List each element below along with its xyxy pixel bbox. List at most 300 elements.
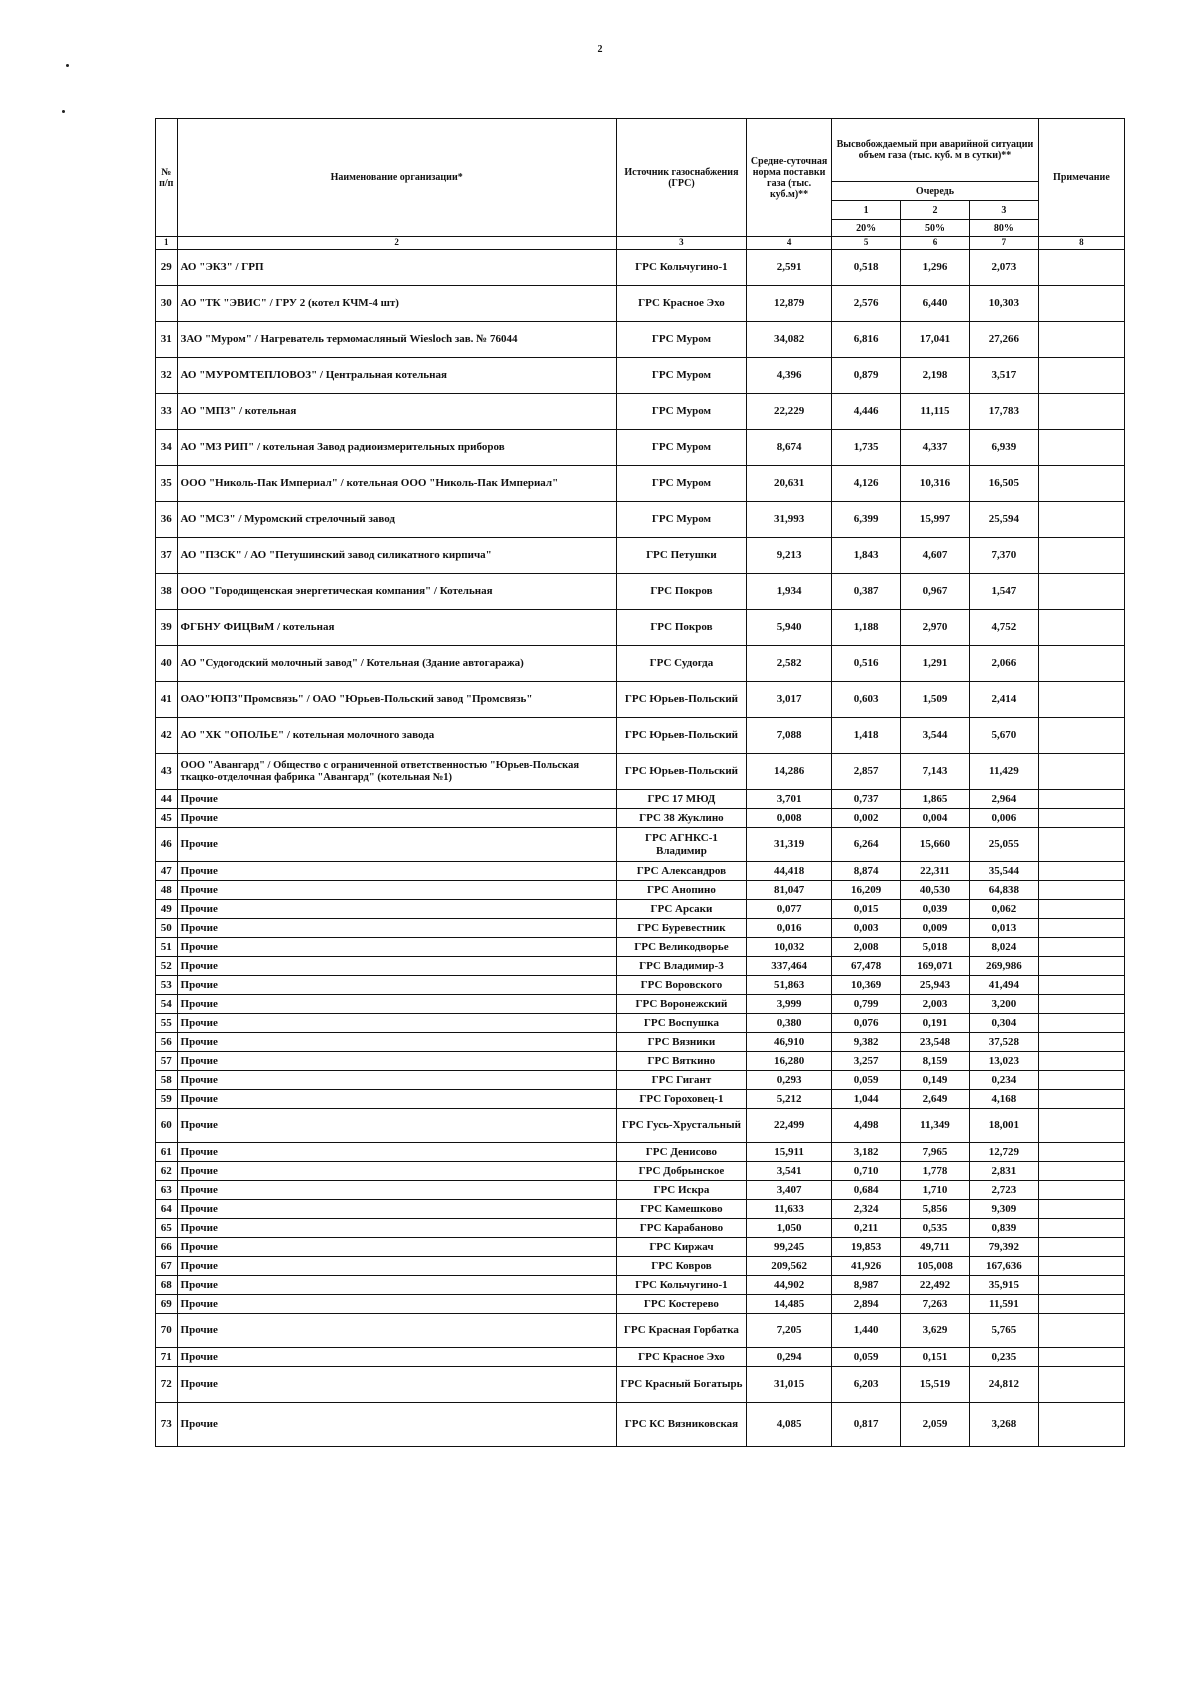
table-row [156, 881, 1125, 900]
gas-source: ГРС Денисово [616, 1143, 746, 1162]
note-cell [1038, 809, 1124, 828]
table-row [156, 1295, 1125, 1314]
gas-source: ГРС Покров [616, 610, 746, 646]
header-source: Источник газоснабжения (ГРС) [616, 119, 746, 237]
queue-1-volume: 0,076 [832, 1014, 901, 1033]
daily-norm: 31,319 [747, 828, 832, 862]
note-cell [1038, 919, 1124, 938]
gas-source: ГРС Кольчугино-1 [616, 250, 746, 286]
queue-3-volume: 0,062 [969, 900, 1038, 919]
note-cell [1038, 900, 1124, 919]
daily-norm: 10,032 [747, 938, 832, 957]
row-number: 38 [156, 574, 178, 610]
gas-source: ГРС Гороховец-1 [616, 1090, 746, 1109]
queue-2-volume: 0,967 [901, 574, 970, 610]
queue-1-volume: 0,879 [832, 358, 901, 394]
organization-name: ООО "Авангард" / Общество с ограниченной ответственностью "Юрьев-Польская ткацко-отделочная фабрика "Авангард" (котельная №1) [177, 754, 616, 790]
organization-name: Прочие [177, 790, 616, 809]
organization-name: Прочие [177, 1109, 616, 1143]
note-cell [1038, 1348, 1124, 1367]
queue-2-volume: 2,970 [901, 610, 970, 646]
table-row [156, 1090, 1125, 1109]
queue-1-volume: 2,857 [832, 754, 901, 790]
queue-1-volume: 16,209 [832, 881, 901, 900]
organization-name: АО "ХК "ОПОЛЬЕ" / котельная молочного завода [177, 718, 616, 754]
row-number: 53 [156, 976, 178, 995]
gas-source: ГРС Юрьев-Польский [616, 718, 746, 754]
daily-norm: 11,633 [747, 1200, 832, 1219]
colnum: 8 [1038, 237, 1124, 250]
gas-source: ГРС Воровского [616, 976, 746, 995]
queue-2-volume: 3,629 [901, 1314, 970, 1348]
row-number: 68 [156, 1276, 178, 1295]
header-pct-3: 80% [969, 220, 1038, 237]
row-number: 45 [156, 809, 178, 828]
queue-3-volume: 2,066 [969, 646, 1038, 682]
queue-3-volume: 3,517 [969, 358, 1038, 394]
header-norm: Средне-суточная норма поставки газа (тыс. куб.м)** [747, 119, 832, 237]
gas-source: ГРС Красная Горбатка [616, 1314, 746, 1348]
table-row [156, 610, 1125, 646]
queue-3-volume: 3,268 [969, 1403, 1038, 1447]
organization-name: Прочие [177, 976, 616, 995]
row-number: 72 [156, 1367, 178, 1403]
queue-3-volume: 37,528 [969, 1033, 1038, 1052]
gas-source: ГРС Ковров [616, 1257, 746, 1276]
gas-source: ГРС Муром [616, 358, 746, 394]
note-cell [1038, 1090, 1124, 1109]
organization-name: Прочие [177, 1181, 616, 1200]
table-row [156, 1403, 1125, 1447]
note-cell [1038, 466, 1124, 502]
table-row [156, 976, 1125, 995]
organization-name: ОАО"ЮПЗ"Промсвязь" / ОАО "Юрьев-Польский завод "Промсвязь" [177, 682, 616, 718]
gas-source: ГРС Добрынское [616, 1162, 746, 1181]
queue-2-volume: 0,149 [901, 1071, 970, 1090]
scan-speck [62, 110, 65, 113]
organization-name: АО "Судогодский молочный завод" / Котельная (Здание автогаража) [177, 646, 616, 682]
table-row [156, 1200, 1125, 1219]
row-number: 29 [156, 250, 178, 286]
note-cell [1038, 1109, 1124, 1143]
row-number: 66 [156, 1238, 178, 1257]
queue-1-volume: 2,576 [832, 286, 901, 322]
queue-2-volume: 1,710 [901, 1181, 970, 1200]
note-cell [1038, 1238, 1124, 1257]
queue-2-volume: 0,004 [901, 809, 970, 828]
row-number: 31 [156, 322, 178, 358]
organization-name: Прочие [177, 809, 616, 828]
queue-2-volume: 15,997 [901, 502, 970, 538]
daily-norm: 1,050 [747, 1219, 832, 1238]
organization-name: Прочие [177, 1162, 616, 1181]
organization-name: Прочие [177, 1403, 616, 1447]
queue-3-volume: 10,303 [969, 286, 1038, 322]
table-row [156, 394, 1125, 430]
queue-2-volume: 5,018 [901, 938, 970, 957]
row-number: 60 [156, 1109, 178, 1143]
queue-3-volume: 35,915 [969, 1276, 1038, 1295]
daily-norm: 3,541 [747, 1162, 832, 1181]
note-cell [1038, 646, 1124, 682]
table-row [156, 430, 1125, 466]
header-organization: Наименование организации* [177, 119, 616, 237]
header-pct-2: 50% [901, 220, 970, 237]
gas-source: ГРС Покров [616, 574, 746, 610]
table-row [156, 862, 1125, 881]
row-number: 52 [156, 957, 178, 976]
daily-norm: 20,631 [747, 466, 832, 502]
row-number: 62 [156, 1162, 178, 1181]
queue-2-volume: 2,198 [901, 358, 970, 394]
queue-3-volume: 24,812 [969, 1367, 1038, 1403]
queue-1-volume: 0,737 [832, 790, 901, 809]
queue-1-volume: 41,926 [832, 1257, 901, 1276]
note-cell [1038, 250, 1124, 286]
table-row [156, 790, 1125, 809]
queue-2-volume: 11,115 [901, 394, 970, 430]
queue-3-volume: 9,309 [969, 1200, 1038, 1219]
queue-1-volume: 1,735 [832, 430, 901, 466]
queue-1-volume: 0,817 [832, 1403, 901, 1447]
organization-name: Прочие [177, 1143, 616, 1162]
table-row [156, 1071, 1125, 1090]
header-volume: Высвобождаемый при аварийной ситуации объем газа (тыс. куб. м в сутки)** [832, 119, 1039, 182]
row-number: 58 [156, 1071, 178, 1090]
note-cell [1038, 286, 1124, 322]
queue-1-volume: 4,498 [832, 1109, 901, 1143]
queue-1-volume: 2,324 [832, 1200, 901, 1219]
queue-1-volume: 1,440 [832, 1314, 901, 1348]
queue-3-volume: 1,547 [969, 574, 1038, 610]
daily-norm: 51,863 [747, 976, 832, 995]
daily-norm: 12,879 [747, 286, 832, 322]
organization-name: Прочие [177, 1014, 616, 1033]
gas-source: ГРС Петушки [616, 538, 746, 574]
organization-name: ООО "Городищенская энергетическая компания" / Котельная [177, 574, 616, 610]
queue-2-volume: 6,440 [901, 286, 970, 322]
row-number: 67 [156, 1257, 178, 1276]
gas-source: ГРС Камешково [616, 1200, 746, 1219]
row-number: 37 [156, 538, 178, 574]
row-number: 42 [156, 718, 178, 754]
queue-3-volume: 269,986 [969, 957, 1038, 976]
row-number: 51 [156, 938, 178, 957]
table-row [156, 718, 1125, 754]
queue-3-volume: 35,544 [969, 862, 1038, 881]
row-number: 43 [156, 754, 178, 790]
queue-3-volume: 27,266 [969, 322, 1038, 358]
table-row [156, 754, 1125, 790]
organization-name: Прочие [177, 1295, 616, 1314]
queue-2-volume: 4,337 [901, 430, 970, 466]
queue-1-volume: 9,382 [832, 1033, 901, 1052]
daily-norm: 9,213 [747, 538, 832, 574]
queue-2-volume: 4,607 [901, 538, 970, 574]
daily-norm: 7,205 [747, 1314, 832, 1348]
queue-3-volume: 2,831 [969, 1162, 1038, 1181]
organization-name: АО "МЗ РИП" / котельная Завод радиоизмерительных приборов [177, 430, 616, 466]
queue-3-volume: 18,001 [969, 1109, 1038, 1143]
daily-norm: 22,499 [747, 1109, 832, 1143]
row-number: 65 [156, 1219, 178, 1238]
queue-3-volume: 2,964 [969, 790, 1038, 809]
queue-1-volume: 6,399 [832, 502, 901, 538]
organization-name: Прочие [177, 1219, 616, 1238]
queue-2-volume: 15,519 [901, 1367, 970, 1403]
note-cell [1038, 322, 1124, 358]
note-cell [1038, 938, 1124, 957]
table-row [156, 286, 1125, 322]
queue-1-volume: 0,211 [832, 1219, 901, 1238]
header-queue-1: 1 [832, 201, 901, 220]
gas-source: ГРС 38 Жуклино [616, 809, 746, 828]
gas-source: ГРС Муром [616, 502, 746, 538]
queue-3-volume: 2,414 [969, 682, 1038, 718]
queue-2-volume: 2,059 [901, 1403, 970, 1447]
header-pct-1: 20% [832, 220, 901, 237]
colnum: 1 [156, 237, 178, 250]
daily-norm: 2,582 [747, 646, 832, 682]
daily-norm: 2,591 [747, 250, 832, 286]
daily-norm: 14,485 [747, 1295, 832, 1314]
note-cell [1038, 358, 1124, 394]
note-cell [1038, 1276, 1124, 1295]
header-num: № п/п [156, 119, 178, 237]
daily-norm: 22,229 [747, 394, 832, 430]
daily-norm: 4,085 [747, 1403, 832, 1447]
organization-name: Прочие [177, 1090, 616, 1109]
note-cell [1038, 394, 1124, 430]
row-number: 36 [156, 502, 178, 538]
note-cell [1038, 1162, 1124, 1181]
daily-norm: 3,017 [747, 682, 832, 718]
queue-3-volume: 0,234 [969, 1071, 1038, 1090]
queue-1-volume: 1,418 [832, 718, 901, 754]
gas-source: ГРС Буревестник [616, 919, 746, 938]
daily-norm: 14,286 [747, 754, 832, 790]
gas-source: ГРС Муром [616, 394, 746, 430]
note-cell [1038, 718, 1124, 754]
queue-1-volume: 2,894 [832, 1295, 901, 1314]
row-number: 34 [156, 430, 178, 466]
row-number: 44 [156, 790, 178, 809]
row-number: 55 [156, 1014, 178, 1033]
daily-norm: 7,088 [747, 718, 832, 754]
daily-norm: 0,380 [747, 1014, 832, 1033]
organization-name: Прочие [177, 1052, 616, 1071]
gas-source: ГРС Муром [616, 430, 746, 466]
note-cell [1038, 1014, 1124, 1033]
table-row [156, 1162, 1125, 1181]
queue-1-volume: 4,126 [832, 466, 901, 502]
queue-1-volume: 6,203 [832, 1367, 901, 1403]
table-row [156, 322, 1125, 358]
row-number: 56 [156, 1033, 178, 1052]
gas-source: ГРС Арсаки [616, 900, 746, 919]
queue-2-volume: 105,008 [901, 1257, 970, 1276]
queue-2-volume: 40,530 [901, 881, 970, 900]
queue-1-volume: 3,182 [832, 1143, 901, 1162]
queue-3-volume: 41,494 [969, 976, 1038, 995]
note-cell [1038, 610, 1124, 646]
note-cell [1038, 754, 1124, 790]
gas-source: ГРС Великодворье [616, 938, 746, 957]
daily-norm: 44,902 [747, 1276, 832, 1295]
note-cell [1038, 1071, 1124, 1090]
note-cell [1038, 995, 1124, 1014]
table-row [156, 1109, 1125, 1143]
organization-name: Прочие [177, 1314, 616, 1348]
daily-norm: 3,701 [747, 790, 832, 809]
queue-2-volume: 23,548 [901, 1033, 970, 1052]
organization-name: Прочие [177, 1033, 616, 1052]
queue-1-volume: 0,684 [832, 1181, 901, 1200]
queue-1-volume: 0,059 [832, 1348, 901, 1367]
daily-norm: 16,280 [747, 1052, 832, 1071]
queue-3-volume: 0,006 [969, 809, 1038, 828]
note-cell [1038, 1314, 1124, 1348]
queue-2-volume: 1,778 [901, 1162, 970, 1181]
row-number: 71 [156, 1348, 178, 1367]
table-row [156, 1276, 1125, 1295]
row-number: 57 [156, 1052, 178, 1071]
row-number: 63 [156, 1181, 178, 1200]
daily-norm: 34,082 [747, 322, 832, 358]
table-row [156, 574, 1125, 610]
queue-2-volume: 0,535 [901, 1219, 970, 1238]
queue-3-volume: 13,023 [969, 1052, 1038, 1071]
gas-source: ГРС Гусь-Хрустальный [616, 1109, 746, 1143]
queue-1-volume: 2,008 [832, 938, 901, 957]
queue-2-volume: 0,039 [901, 900, 970, 919]
daily-norm: 8,674 [747, 430, 832, 466]
organization-name: АО "ЭКЗ" / ГРП [177, 250, 616, 286]
queue-3-volume: 25,594 [969, 502, 1038, 538]
queue-3-volume: 4,752 [969, 610, 1038, 646]
queue-3-volume: 11,429 [969, 754, 1038, 790]
queue-3-volume: 0,235 [969, 1348, 1038, 1367]
daily-norm: 99,245 [747, 1238, 832, 1257]
organization-name: Прочие [177, 919, 616, 938]
daily-norm: 31,993 [747, 502, 832, 538]
daily-norm: 4,396 [747, 358, 832, 394]
queue-2-volume: 15,660 [901, 828, 970, 862]
queue-2-volume: 10,316 [901, 466, 970, 502]
colnum: 4 [747, 237, 832, 250]
organization-name: Прочие [177, 862, 616, 881]
gas-source: ГРС Карабаново [616, 1219, 746, 1238]
table-row [156, 1348, 1125, 1367]
queue-3-volume: 7,370 [969, 538, 1038, 574]
organization-name: Прочие [177, 1257, 616, 1276]
queue-2-volume: 22,492 [901, 1276, 970, 1295]
note-cell [1038, 1219, 1124, 1238]
queue-2-volume: 0,009 [901, 919, 970, 938]
note-cell [1038, 1295, 1124, 1314]
queue-2-volume: 17,041 [901, 322, 970, 358]
colnum: 6 [901, 237, 970, 250]
daily-norm: 15,911 [747, 1143, 832, 1162]
queue-2-volume: 0,191 [901, 1014, 970, 1033]
gas-source: ГРС Муром [616, 466, 746, 502]
daily-norm: 3,999 [747, 995, 832, 1014]
queue-1-volume: 0,003 [832, 919, 901, 938]
queue-1-volume: 6,816 [832, 322, 901, 358]
organization-name: Прочие [177, 1071, 616, 1090]
daily-norm: 1,934 [747, 574, 832, 610]
note-cell [1038, 1052, 1124, 1071]
gas-source: ГРС Владимир-3 [616, 957, 746, 976]
organization-name: Прочие [177, 957, 616, 976]
organization-name: ФГБНУ ФИЦВиМ / котельная [177, 610, 616, 646]
header-queue: Очередь [832, 182, 1039, 201]
gas-source: ГРС Воронежский [616, 995, 746, 1014]
queue-3-volume: 167,636 [969, 1257, 1038, 1276]
row-number: 35 [156, 466, 178, 502]
queue-1-volume: 1,843 [832, 538, 901, 574]
note-cell [1038, 957, 1124, 976]
gas-source: ГРС Вязники [616, 1033, 746, 1052]
queue-3-volume: 12,729 [969, 1143, 1038, 1162]
table-row [156, 1367, 1125, 1403]
row-number: 59 [156, 1090, 178, 1109]
queue-1-volume: 6,264 [832, 828, 901, 862]
row-number: 47 [156, 862, 178, 881]
organization-name: АО "МУРОМТЕПЛОВОЗ" / Центральная котельная [177, 358, 616, 394]
table-row [156, 1238, 1125, 1257]
queue-3-volume: 8,024 [969, 938, 1038, 957]
daily-norm: 0,077 [747, 900, 832, 919]
queue-1-volume: 0,518 [832, 250, 901, 286]
note-cell [1038, 976, 1124, 995]
row-number: 40 [156, 646, 178, 682]
gas-source: ГРС Юрьев-Польский [616, 682, 746, 718]
gas-source: ГРС Киржач [616, 1238, 746, 1257]
row-number: 61 [156, 1143, 178, 1162]
queue-2-volume: 25,943 [901, 976, 970, 995]
gas-source: ГРС Воспушка [616, 1014, 746, 1033]
queue-3-volume: 17,783 [969, 394, 1038, 430]
table-body [156, 250, 1125, 1447]
table-row [156, 1014, 1125, 1033]
queue-1-volume: 0,516 [832, 646, 901, 682]
queue-1-volume: 1,188 [832, 610, 901, 646]
gas-source: ГРС Красное Эхо [616, 286, 746, 322]
colnum: 2 [177, 237, 616, 250]
queue-1-volume: 10,369 [832, 976, 901, 995]
row-number: 70 [156, 1314, 178, 1348]
row-number: 33 [156, 394, 178, 430]
table-row [156, 1033, 1125, 1052]
table-row [156, 809, 1125, 828]
queue-2-volume: 3,544 [901, 718, 970, 754]
note-cell [1038, 1403, 1124, 1447]
organization-name: Прочие [177, 900, 616, 919]
row-number: 69 [156, 1295, 178, 1314]
queue-2-volume: 7,143 [901, 754, 970, 790]
note-cell [1038, 1200, 1124, 1219]
note-cell [1038, 862, 1124, 881]
queue-2-volume: 7,263 [901, 1295, 970, 1314]
gas-source: ГРС Судогда [616, 646, 746, 682]
table-row [156, 502, 1125, 538]
note-cell [1038, 790, 1124, 809]
queue-2-volume: 0,151 [901, 1348, 970, 1367]
queue-2-volume: 7,965 [901, 1143, 970, 1162]
table-row [156, 538, 1125, 574]
queue-3-volume: 2,723 [969, 1181, 1038, 1200]
